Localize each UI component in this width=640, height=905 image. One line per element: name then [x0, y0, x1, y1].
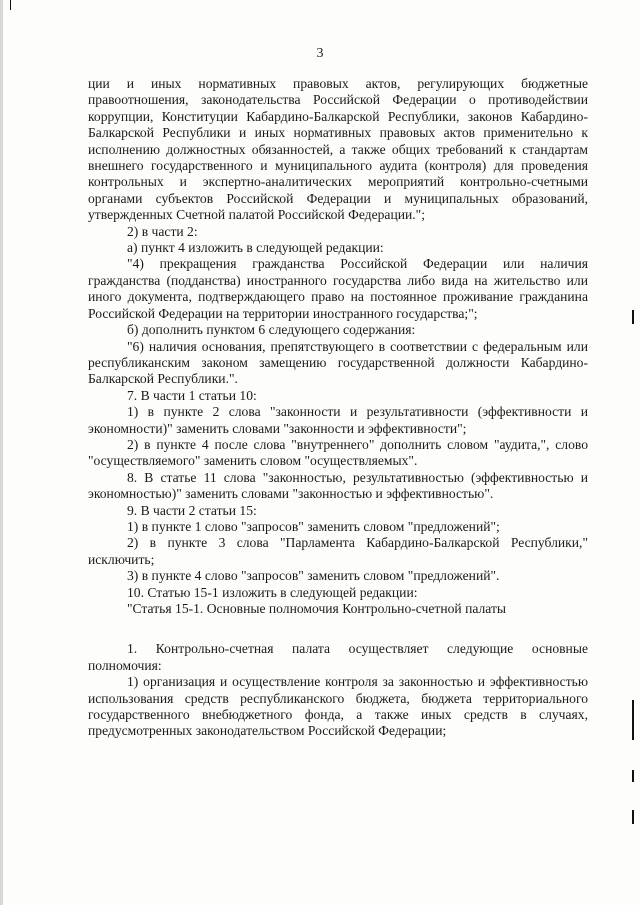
- paragraph: 3) в пункте 4 слово "запросов" заменить словом "предложений".: [127, 568, 500, 584]
- paragraph: а) пункт 4 изложить в следующей редакции:: [127, 240, 384, 256]
- paragraph: "6) наличия основания, препятствующего в соответствии с федеральным или республиканским законом замещению государственной должности Кабардино-Балкарской Республики.".: [88, 338, 588, 387]
- paragraph: б) дополнить пунктом 6 следующего содержания:: [127, 322, 416, 338]
- page-number: 3: [316, 46, 324, 61]
- paragraph: ции и иных нормативных правовых актов, регулирующих бюджетные правоотношения, законодательства Российской Федерации о противодействии коррупции, Конституции Кабардино-Балкарской Республики, законов Кабардино-Балкарской Республики и иных нормативных правовых актов применительно к исполнению должностных обязанностей, а также общих требований к стандартам внешнего государственного и муниципального аудита (контроля) для проведения контрольных и экспертно-аналитических мероприятий контрольно-счетными органами субъектов Российской Федерации и муниципальных образований, утвержденных Счетной палатой Российской Федерации.";: [88, 76, 588, 223]
- paragraph: 1) в пункте 2 слова "законности и результативности (эффективности и экономности)" заменить словами "законности и эффективности";: [88, 404, 588, 436]
- scan-left-edge: [0, 0, 3, 905]
- scan-mark: [10, 0, 11, 10]
- paragraph: 2) в пункте 3 слова "Парламента Кабардино-Балкарской Республики," исключить;: [88, 535, 588, 567]
- paragraph: 1) в пункте 1 слово "запросов" заменить словом "предложений";: [127, 518, 500, 534]
- paragraph: "4) прекращения гражданства Российской Федерации или наличия гражданства (подданства) иностранного государства либо вида на жительство или иного документа, подтверждающего право на постоянное проживание гражданина Российской Федерации на территории иностранного государства;";: [88, 256, 588, 321]
- article-heading: "Статья 15-1. Основные полномочия Контрольно-счетной палаты: [127, 601, 507, 616]
- paragraph: 7. В части 1 статьи 10:: [127, 387, 257, 403]
- spacer: [88, 617, 588, 641]
- scan-mark: [632, 810, 634, 824]
- scan-mark: [632, 310, 634, 324]
- paragraph: 10. Статью 15-1 изложить в следующей редакции:: [127, 584, 418, 600]
- scan-mark: [632, 770, 634, 782]
- paragraph: 2) в пункте 4 после слова "внутреннего" дополнить словом "аудита,", слово "осуществляемого" заменить словом "осуществляемых".: [88, 436, 588, 469]
- scan-mark: [632, 700, 634, 740]
- paragraph: 2) в части 2:: [127, 223, 198, 239]
- paragraph: 8. В статье 11 слова "законностью, результативностью (эффективностью и экономностью)" заменить словами "законностью и эффективностью".: [88, 469, 588, 502]
- document-body: [88, 76, 588, 740]
- paragraph: 1. Контрольно-счетная палата осуществляет следующие основные полномочия:: [88, 641, 588, 673]
- paragraph: 9. В части 2 статьи 15:: [127, 502, 257, 518]
- paragraph: 1) организация и осуществление контроля за законностью и эффективностью использования средств республиканского бюджета, бюджета территориального государственного внебюджетного фонда, а также иных средств в случаях, предусмотренных законодательством Российской Федерации;: [88, 674, 588, 739]
